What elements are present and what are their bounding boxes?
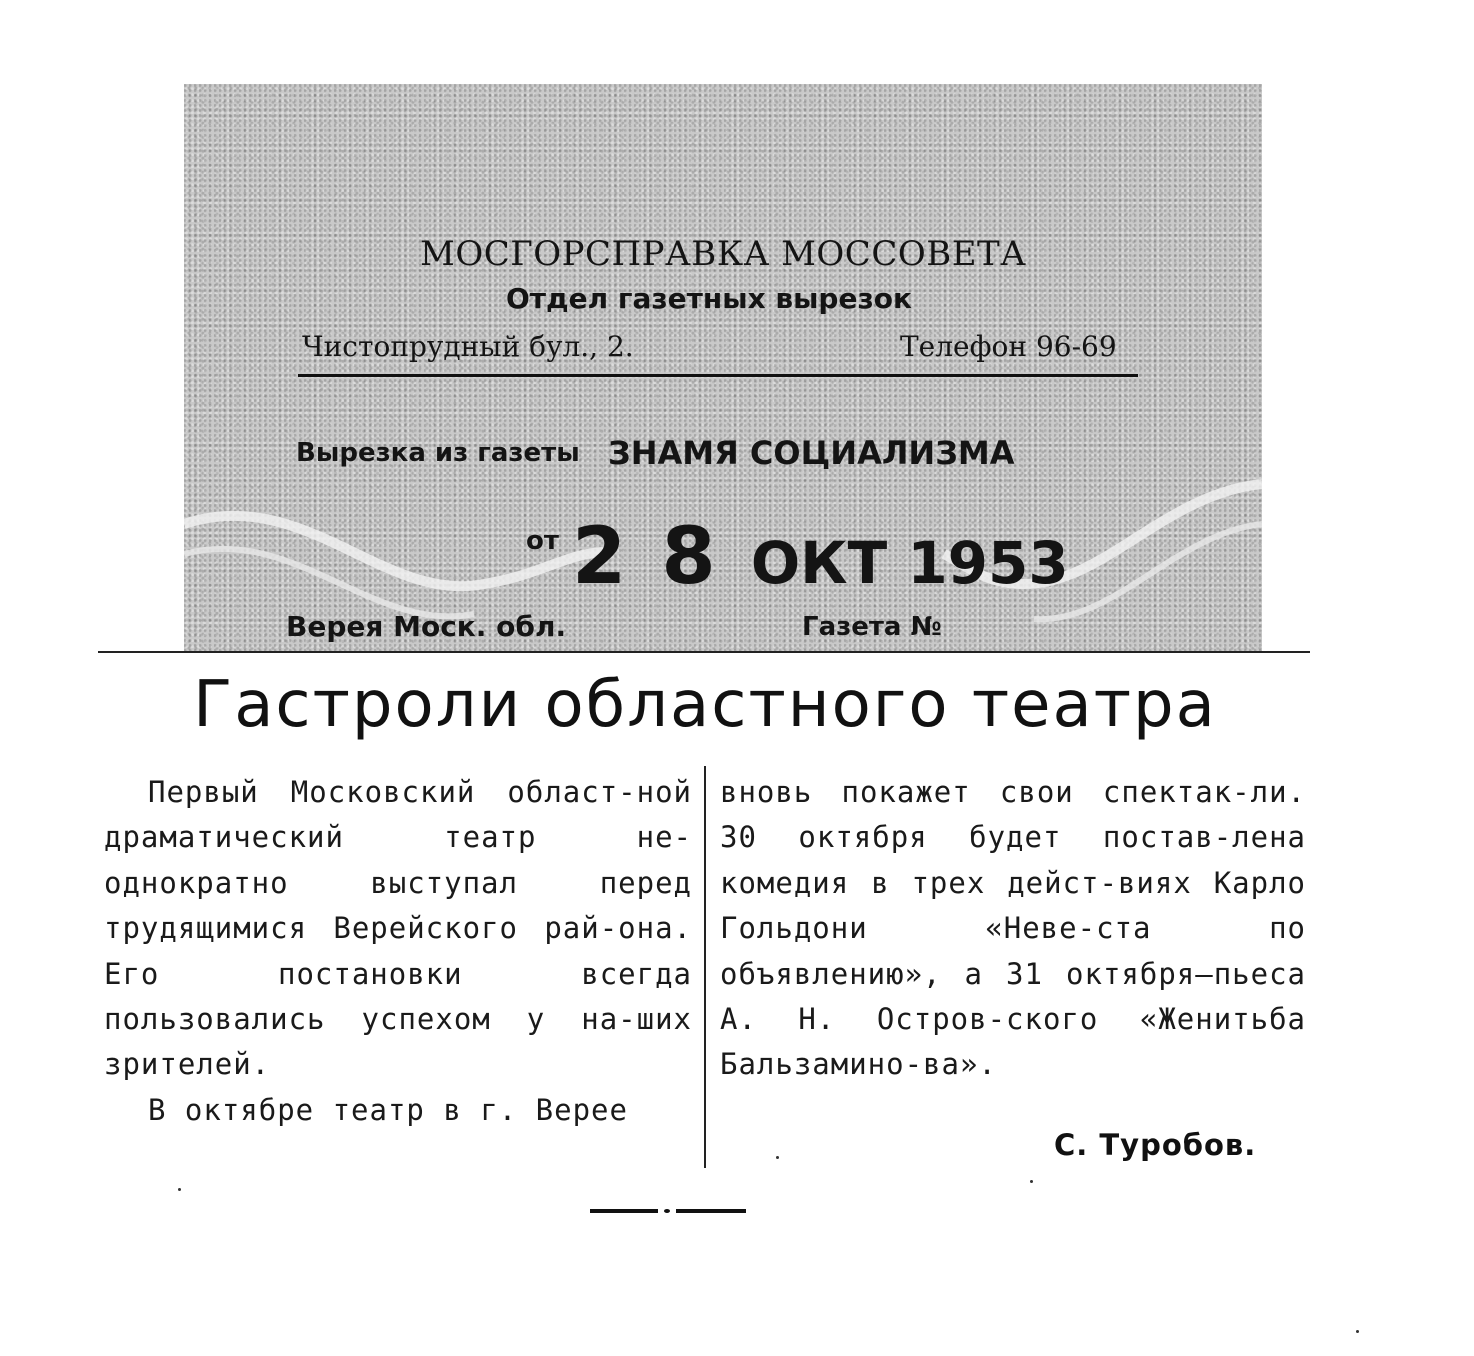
column-divider — [704, 766, 706, 1168]
stamp-organization: МОСГОРСПРАВКА МОССОВЕТА — [420, 234, 1027, 274]
article-left-column — [104, 770, 692, 1133]
scan-speck — [178, 1188, 181, 1191]
stamp-clipping-prefix: Вырезка из газеты — [296, 438, 580, 468]
scan-speck — [1030, 1180, 1033, 1183]
article-right-column — [720, 770, 1306, 1088]
stamp-date — [572, 512, 1069, 602]
scan-speck — [1356, 1330, 1359, 1333]
stamp-city: Верея Моск. обл. — [286, 610, 567, 643]
header-separator — [98, 651, 1310, 653]
article-paragraph: вновь покажет свои спектак-ли. 30 октября будет постав-лена комедия в трех дейст-виях Карло Гольдони «Неве-ста по объявлению», а 31 октября—пьеса А. Н. Остров-ского «Женитьба Бальзамино-ва». — [720, 775, 1306, 1082]
stamp-phone: Телефон 96-69 — [900, 330, 1117, 363]
stamp-divider — [298, 374, 1138, 377]
end-rule-right-segment — [676, 1209, 746, 1213]
stamp-date-day: 2 8 — [572, 512, 720, 602]
stamp-department: Отдел газетных вырезок — [506, 282, 912, 315]
article-signature: С. Туробов. — [1054, 1128, 1257, 1162]
clipping-service-stamp — [184, 84, 1262, 652]
article-paragraph: Первый Московский област-ной драматический театр не-однократно выступал перед трудящимися Верейского рай-она. Его постановки всегда пользовались успехом у на-ших зрителей. — [104, 775, 692, 1082]
article-headline: Гастроли областного театра — [193, 668, 1217, 742]
stamp-date-month-year: ОКТ 1953 — [750, 529, 1069, 597]
article-paragraph: В октябре театр в г. Верее — [148, 1092, 628, 1127]
stamp-address: Чистопрудный бул., 2. — [302, 330, 634, 363]
stamp-newspaper-name: ЗНАМЯ СОЦИАЛИЗМА — [608, 434, 1015, 472]
stamp-newspaper-number: Газета № — [802, 612, 942, 642]
end-rule-left-segment — [590, 1209, 658, 1213]
end-rule-dot — [664, 1209, 670, 1213]
article-end-rule — [590, 1209, 746, 1213]
stamp-date-prefix: от — [526, 526, 559, 556]
scan-speck — [776, 1156, 779, 1159]
